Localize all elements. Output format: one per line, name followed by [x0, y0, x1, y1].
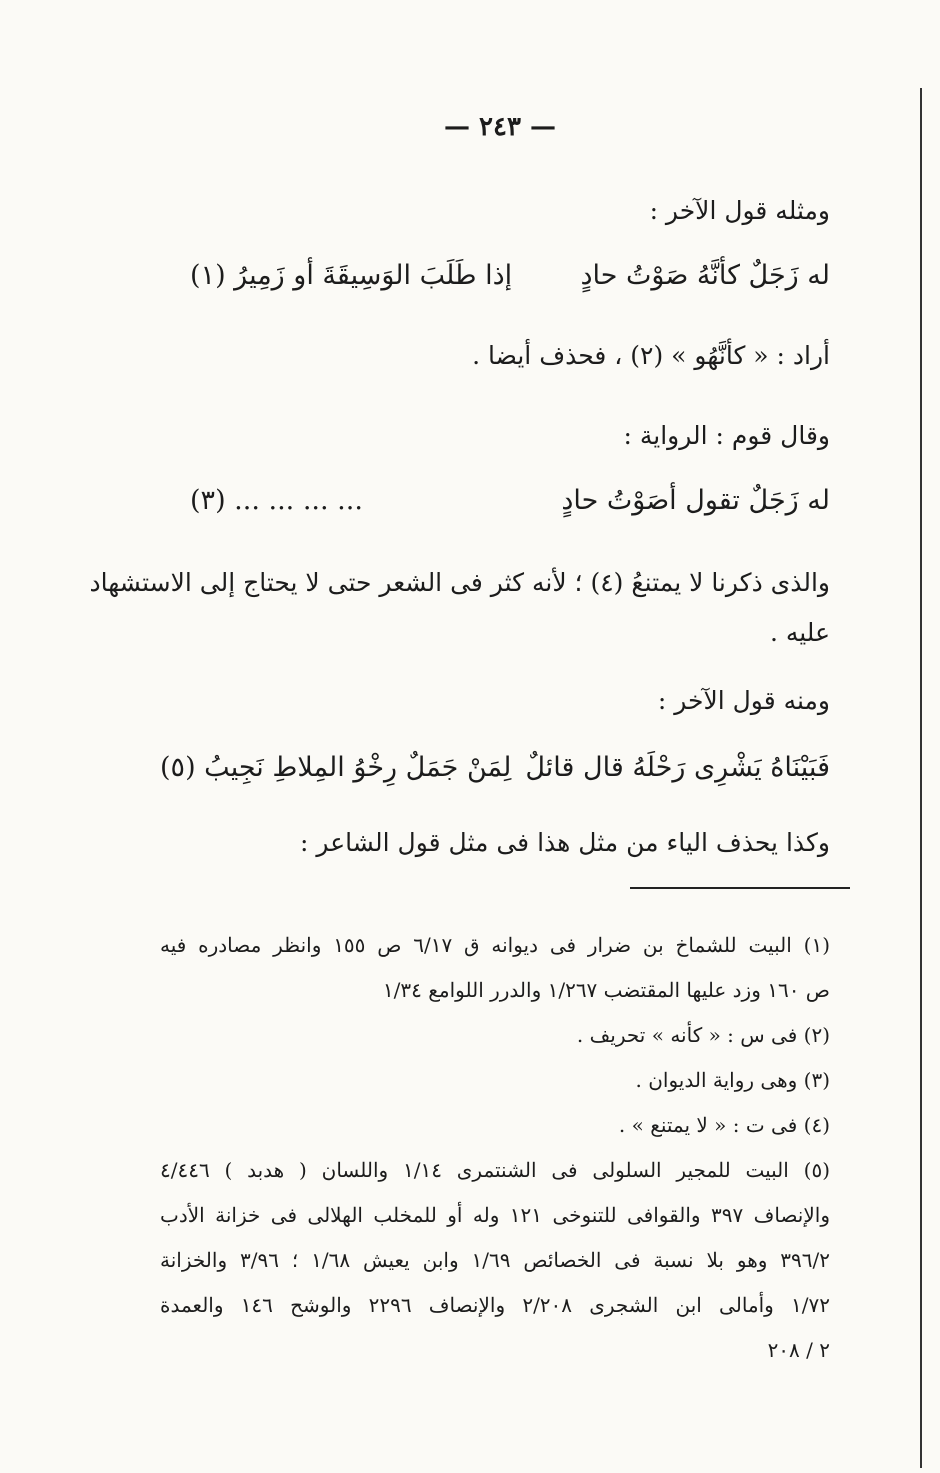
- footnote-5-line-4: ١/٧٢ وأمالى ابن الشجرى ٢/٢٠٨ والإنصاف ٢٢٩٦ والوشح ١٤٦ والعمدة: [160, 1293, 830, 1317]
- footnote-4: (٤) فى ت : « لا يمتنع » .: [618, 1113, 830, 1137]
- verse-3-second-hemistich: لِمَنْ جَمَلٌ رِخْوُ المِلاطِ نَجِيبُ (٥): [160, 752, 512, 783]
- body-line-8: ومنه قول الآخر :: [657, 686, 830, 715]
- footnote-separator: [630, 887, 850, 889]
- footnote-5-line-2: والإنصاف ٣٩٧ والقوافى للتنوخى ١٢١ وله أو للمخلب الهلالى فى خزانة الأدب: [160, 1203, 830, 1227]
- body-line-1: ومثله قول الآخر :: [649, 196, 830, 225]
- page-edge-line: [920, 88, 922, 1468]
- verse-1: [190, 258, 830, 294]
- verse-2: [190, 483, 830, 519]
- verse-2-second-hemistich: ... ... ... ... (٣): [190, 485, 363, 516]
- footnote-1-line-2: ص ١٦٠ وزد عليها المقتضب ١/٢٦٧ والدرر اللوامع ١/٣٤: [382, 978, 830, 1002]
- footnote-3: (٣) وهى رواية الديوان .: [635, 1068, 830, 1092]
- verse-1-first-hemistich: له زَجَلٌ كأنَّهُ صَوْتُ حادٍ: [580, 260, 830, 291]
- body-line-10: وكذا يحذف الياء من مثل هذا فى مثل قول الشاعر :: [300, 828, 830, 857]
- page-number: — ٢٤٣ —: [443, 112, 557, 142]
- footnote-5-line-5: ٢ / ٢٠٨: [767, 1338, 830, 1362]
- footnote-2: (٢) فى س : « كأنه » تحريف .: [576, 1023, 830, 1047]
- footnote-1-line-1: (١) البيت للشماخ بن ضرار فى ديوانه ق ٦/١٧ ص ١٥٥ وانظر مصادره فيه: [160, 933, 830, 957]
- verse-3-first-hemistich: فَبَيْنَاهُ يَشْرِى رَحْلَهُ قال قائلٌ: [525, 752, 830, 783]
- body-line-4: وقال قوم : الرواية :: [623, 421, 830, 450]
- body-line-6: والذى ذكرنا لا يمتنعُ (٤) ؛ لأنه كثر فى الشعر حتى لا يحتاج إلى الاستشهاد: [89, 568, 830, 597]
- verse-1-second-hemistich: إذا طَلَبَ الوَسِيقَةَ أو زَمِيرُ (١): [190, 260, 513, 291]
- footnote-5-line-1: (٥) البيت للمجير السلولى فى الشنتمرى ١/١٤ واللسان ( هدبد ) ٤/٤٤٦: [160, 1158, 830, 1182]
- verse-2-first-hemistich: له زَجَلٌ تقول أصَوْتُ حادٍ: [561, 485, 830, 516]
- verse-3: [160, 750, 830, 786]
- body-line-3: أراد : « كأنَّهُو » (٢) ، فحذف أيضا .: [472, 341, 830, 370]
- footnote-5-line-3: ٣٩٦/٢ وهو بلا نسبة فى الخصائص ١/٦٩ وابن يعيش ١/٦٨ ؛ ٣/٩٦ والخزانة: [160, 1248, 831, 1272]
- body-line-7: عليه .: [769, 618, 830, 647]
